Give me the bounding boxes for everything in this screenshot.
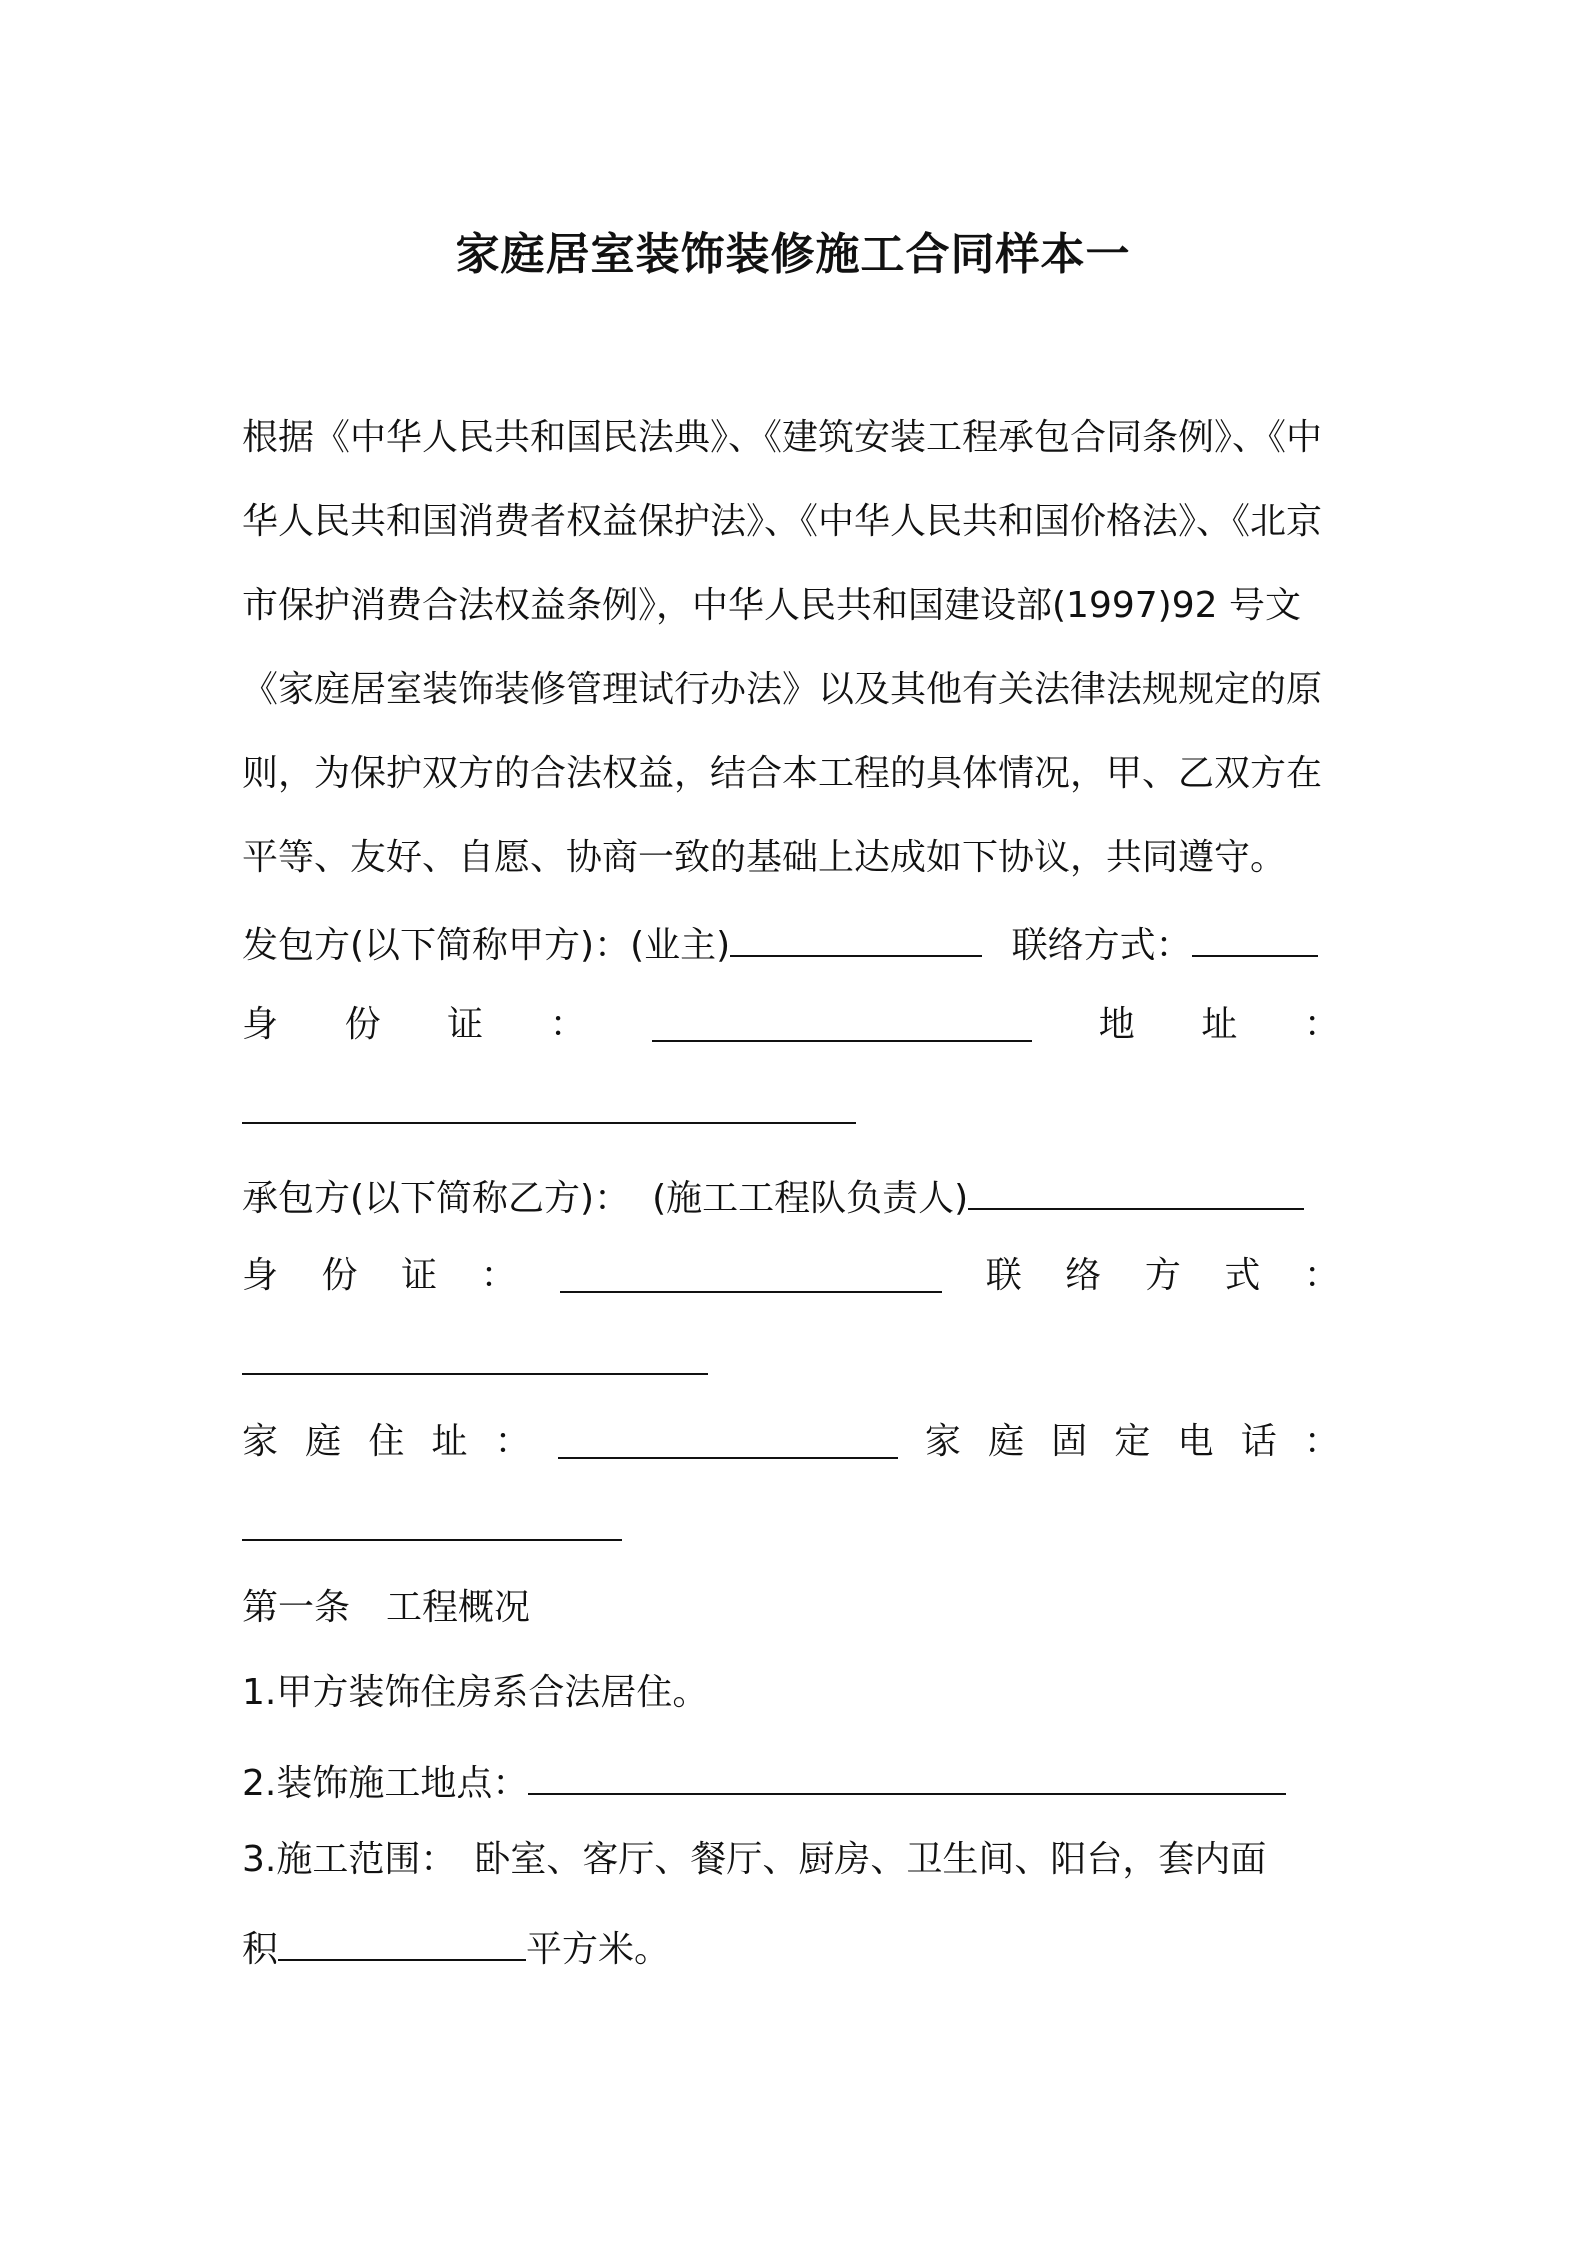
party-b-label: 承包方(以下简称乙方)： bbox=[242, 1178, 631, 1219]
document-title: 家庭居室装饰装修施工合同样本一 bbox=[455, 229, 1131, 280]
home-address-phone-line bbox=[242, 1417, 1340, 1467]
intro-line: 市保护消费合法权益条例》，中华人民共和国建设部(1997)92 号文 bbox=[242, 585, 1301, 626]
label-char: 固 bbox=[1051, 1421, 1088, 1462]
label-char: 证 bbox=[401, 1255, 438, 1296]
label-char: 证 bbox=[447, 1004, 484, 1045]
label-char: 份 bbox=[344, 1004, 381, 1045]
intro-line: 《家庭居室装饰装修管理试行办法》以及其他有关法律法规规定的原 bbox=[242, 669, 1323, 710]
party-a-address-blank[interactable] bbox=[242, 1082, 856, 1124]
home-phone-continuation bbox=[242, 1499, 1358, 1555]
article1-item3-suffix: 平方米。 bbox=[526, 1929, 671, 1970]
party-a-id-blank[interactable] bbox=[652, 1000, 1032, 1042]
party-a-id-address-line bbox=[242, 1000, 1340, 1050]
label-char: 身 bbox=[242, 1255, 279, 1296]
label-char: 庭 bbox=[305, 1421, 342, 1462]
intro-line: 则，为保护双方的合法权益，结合本工程的具体情况，甲、乙双方在 bbox=[242, 753, 1323, 794]
intro-line: 根据《中华人民共和国民法典》、《建筑安装工程承包合同条例》、《中 bbox=[242, 417, 1323, 458]
label-char: ： bbox=[494, 1421, 531, 1462]
label-char: ： bbox=[1303, 1421, 1340, 1462]
article1-item2-line bbox=[242, 1753, 1358, 1809]
article1-item2-label: 2.装饰施工地点： bbox=[242, 1763, 529, 1804]
party-b-contact-continuation bbox=[242, 1333, 1358, 1389]
party-a-contact-blank[interactable] bbox=[1192, 915, 1318, 957]
party-b-id-contact-line bbox=[242, 1251, 1340, 1301]
party-b-role: (施工工程队负责人) bbox=[652, 1178, 969, 1219]
intro-line: 平等、友好、自愿、协商一致的基础上达成如下协议，共同遵守。 bbox=[242, 837, 1287, 878]
label-char: 家 bbox=[242, 1421, 279, 1462]
party-b-id-blank[interactable] bbox=[560, 1251, 942, 1293]
party-a-address-continuation bbox=[242, 1082, 1358, 1138]
label-char: 地 bbox=[1098, 1004, 1135, 1045]
label-char: 址 bbox=[1201, 1004, 1238, 1045]
label-char: 式 bbox=[1224, 1255, 1261, 1296]
label-char: 身 bbox=[242, 1004, 279, 1045]
label-char: ： bbox=[480, 1255, 517, 1296]
label-char: 家 bbox=[924, 1421, 961, 1462]
article1-heading: 第一条 工程概况 bbox=[242, 1587, 531, 1628]
label-char: 定 bbox=[1114, 1421, 1151, 1462]
home-phone-blank[interactable] bbox=[242, 1499, 622, 1541]
label-char: 联 bbox=[985, 1255, 1022, 1296]
party-a-name-blank[interactable] bbox=[730, 915, 982, 957]
party-a-line bbox=[242, 915, 1358, 971]
label-char: 份 bbox=[321, 1255, 358, 1296]
label-char: 址 bbox=[431, 1421, 468, 1462]
home-address-blank[interactable] bbox=[558, 1417, 898, 1459]
party-a-label: 发包方(以下简称甲方)：(业主) bbox=[242, 925, 731, 966]
party-b-name-blank[interactable] bbox=[968, 1168, 1304, 1210]
party-b-contact-blank[interactable] bbox=[242, 1333, 708, 1375]
area-blank[interactable] bbox=[278, 1919, 526, 1961]
construction-site-blank[interactable] bbox=[528, 1753, 1286, 1795]
label-char: 电 bbox=[1177, 1421, 1214, 1462]
label-char: ： bbox=[1303, 1255, 1340, 1296]
label-char: 住 bbox=[368, 1421, 405, 1462]
label-char: 话 bbox=[1240, 1421, 1277, 1462]
label-char: ： bbox=[549, 1004, 586, 1045]
article1-item3-area-line bbox=[242, 1919, 1358, 1975]
article1-item3: 3.施工范围： 卧室、客厅、餐厅、厨房、卫生间、阳台，套内面 bbox=[242, 1839, 1267, 1880]
label-char: 方 bbox=[1144, 1255, 1181, 1296]
label-char: 络 bbox=[1065, 1255, 1102, 1296]
label-char: 庭 bbox=[988, 1421, 1025, 1462]
party-b-line bbox=[242, 1168, 1358, 1224]
party-a-contact-label: 联络方式： bbox=[1011, 925, 1192, 966]
label-char: ： bbox=[1303, 1004, 1340, 1045]
article1-item3-prefix: 积 bbox=[242, 1929, 279, 1970]
article1-item1: 1.甲方装饰住房系合法居住。 bbox=[242, 1672, 709, 1713]
intro-line: 华人民共和国消费者权益保护法》、《中华人民共和国价格法》、《北京 bbox=[242, 501, 1323, 542]
